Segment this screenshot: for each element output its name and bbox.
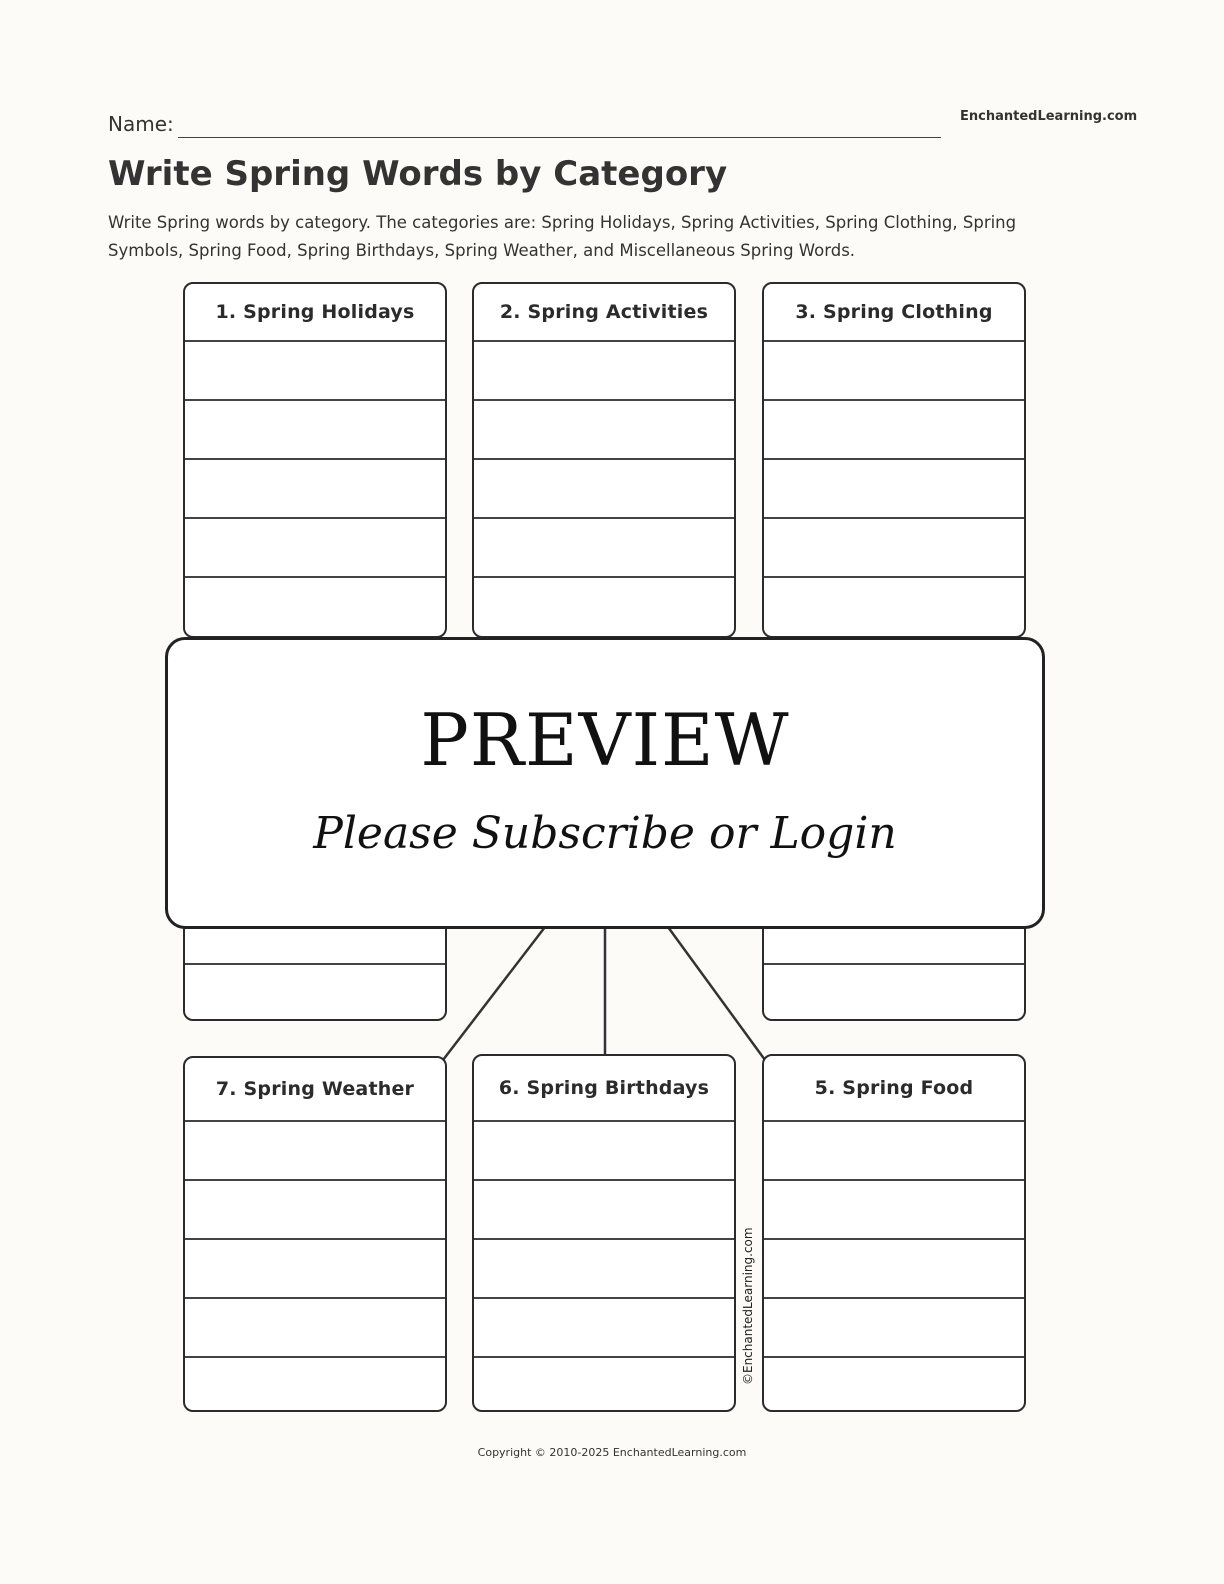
name-label: Name: — [108, 112, 174, 136]
subscribe-login-prompt[interactable]: Please Subscribe or Login — [313, 808, 897, 859]
page-title: Write Spring Words by Category — [108, 154, 728, 194]
writing-line[interactable] — [474, 1356, 734, 1358]
writing-line[interactable] — [764, 1238, 1024, 1240]
writing-line[interactable] — [185, 1356, 445, 1358]
writing-line[interactable] — [474, 399, 734, 401]
writing-line[interactable] — [764, 576, 1024, 578]
instructions: Write Spring words by category. The categories are: Spring Holidays, Spring Activities, Spring Clothing, Spring Symbols, Spring Food, Spring Birthdays, Spring Weather, and Miscellaneous Spring Words. — [108, 213, 1017, 260]
writing-line[interactable] — [764, 1120, 1024, 1122]
preview-title: PREVIEW — [420, 698, 790, 782]
preview-overlay[interactable] — [165, 637, 1045, 929]
writing-line[interactable] — [185, 399, 445, 401]
writing-line[interactable] — [474, 1238, 734, 1240]
writing-line[interactable] — [474, 1120, 734, 1122]
category-card-spring-holidays — [183, 282, 447, 638]
writing-line[interactable] — [764, 517, 1024, 519]
writing-line[interactable] — [764, 1356, 1024, 1358]
writing-line[interactable] — [764, 458, 1024, 460]
category-title: 2. Spring Activities — [499, 301, 709, 323]
vertical-credit: ©EnchantedLearning.com — [741, 1227, 755, 1385]
writing-line[interactable] — [764, 1179, 1024, 1181]
writing-line[interactable] — [474, 576, 734, 578]
connector-line-left — [443, 927, 545, 1060]
writing-line[interactable] — [185, 1297, 445, 1299]
writing-line[interactable] — [185, 963, 445, 965]
writing-line[interactable] — [185, 1120, 445, 1122]
writing-line[interactable] — [185, 1238, 445, 1240]
category-card-spring-birthdays — [472, 1054, 736, 1412]
category-title: 3. Spring Clothing — [795, 301, 993, 323]
category-title: 1. Spring Holidays — [215, 301, 415, 323]
writing-line[interactable] — [764, 963, 1024, 965]
writing-line[interactable] — [474, 340, 734, 342]
copyright: Copyright © 2010-2025 EnchantedLearning.com — [477, 1446, 747, 1459]
category-card-spring-activities — [472, 282, 736, 638]
writing-line[interactable] — [764, 1297, 1024, 1299]
writing-line[interactable] — [474, 1179, 734, 1181]
writing-line[interactable] — [185, 340, 445, 342]
category-title: 5. Spring Food — [814, 1077, 974, 1099]
writing-line[interactable] — [185, 576, 445, 578]
writing-line[interactable] — [764, 340, 1024, 342]
writing-line[interactable] — [474, 1297, 734, 1299]
writing-line[interactable] — [185, 517, 445, 519]
connector-line-right — [668, 927, 765, 1060]
writing-line[interactable] — [764, 399, 1024, 401]
writing-line[interactable] — [185, 1179, 445, 1181]
category-title: 6. Spring Birthdays — [498, 1077, 710, 1099]
writing-line[interactable] — [474, 458, 734, 460]
category-card-spring-weather — [183, 1056, 447, 1412]
category-title: 7. Spring Weather — [215, 1078, 415, 1100]
writing-line[interactable] — [185, 458, 445, 460]
category-card-spring-clothing — [762, 282, 1026, 638]
category-card-spring-food — [762, 1054, 1026, 1412]
brand-label: EnchantedLearning.com — [960, 109, 1138, 124]
writing-line[interactable] — [474, 517, 734, 519]
